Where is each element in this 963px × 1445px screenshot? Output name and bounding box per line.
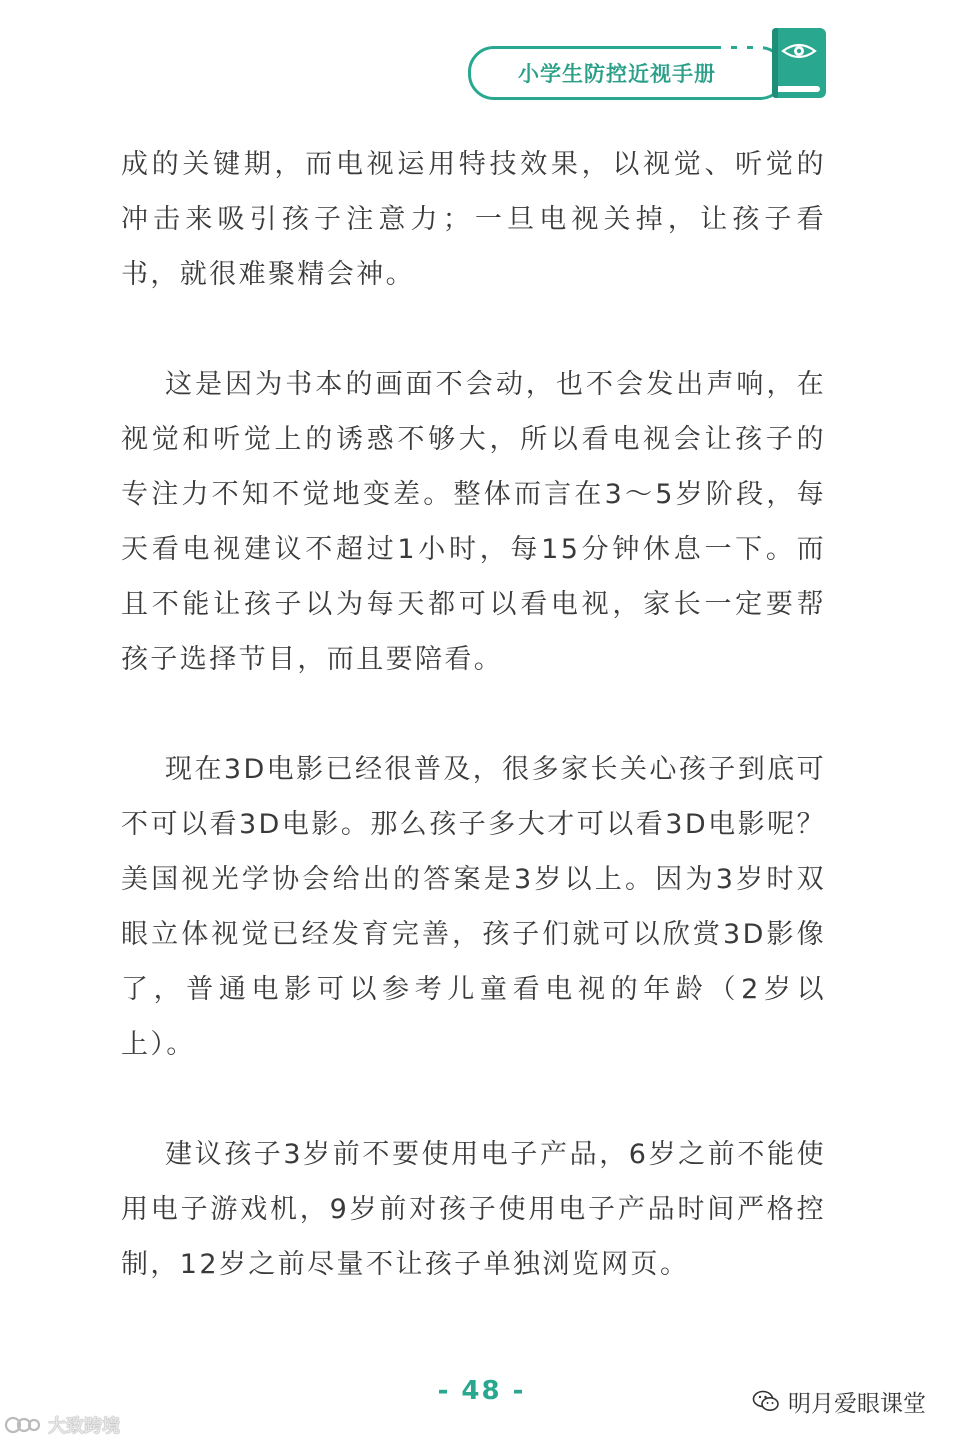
paragraph: 现在3D电影已经很普及，很多家长关心孩子到底可不可以看3D电影。那么孩子多大才可以看3D电影呢？美国视光学协会给出的答案是3岁以上。因为3岁时双眼立体视觉已经发育完善，孩子们就可以欣赏3D影像了，普通电影可以参考儿童看电视的年龄（2岁以上）。 (121, 754, 826, 1060)
paragraph: 这是因为书本的画面不会动，也不会发出声响，在视觉和听觉上的诱惑不够大，所以看电视会让孩子的专注力不知不觉地变差。整体而言在3～5岁阶段，每天看电视建议不超过1小时，每15分钟休息一下。而且不能让孩子以为每天都可以看电视，家长一定要帮孩子选择节目，而且要陪看。 (121, 369, 826, 675)
header-title: 小学生防控近视手册 (518, 62, 716, 86)
header-badge (468, 46, 786, 100)
eye-icon (780, 40, 818, 62)
paragraph: 成的关键期，而电视运用特技效果，以视觉、听觉的冲击来吸引孩子注意力；一旦电视关掉，让孩子看书，就很难聚精会神。 (121, 149, 826, 290)
wechat-icon (752, 1389, 780, 1413)
watermark-brand-name: 大致跨境 (48, 1416, 120, 1437)
watermark-account-name: 明月爱眼课堂 (788, 1390, 926, 1417)
paragraph: 建议孩子3岁前不要使用电子产品，6岁之前不能使用电子游戏机，9岁前对孩子使用电子产品时间严格控制，12岁之前尽量不让孩子单独浏览网页。 (121, 1139, 826, 1280)
logo-icon (4, 1413, 44, 1437)
page-body (121, 137, 826, 1292)
page-number: - 48 - (437, 1376, 526, 1406)
watermark-brand (4, 1412, 120, 1438)
book-spine (772, 28, 778, 98)
watermark-account (752, 1386, 926, 1416)
book-icon (772, 28, 826, 98)
